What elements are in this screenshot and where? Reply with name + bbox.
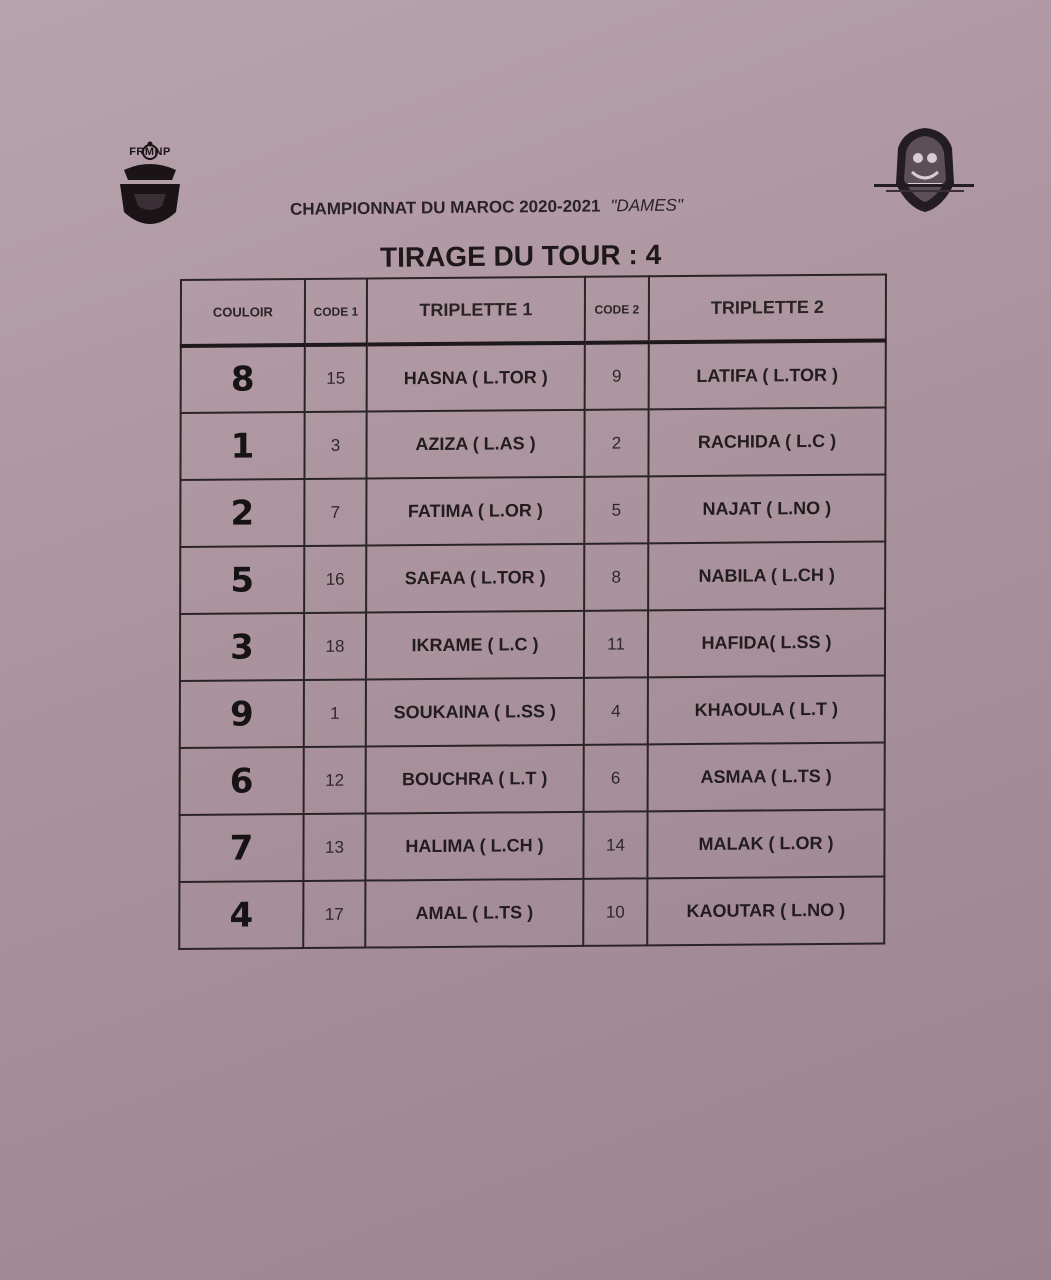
table-row <box>180 742 885 815</box>
subtitle-text: CHAMPIONNAT DU MAROC 2020-2021 <box>289 196 601 219</box>
lane-cell: 1 <box>180 412 304 480</box>
column-header-triplette-1: TRIPLETTE 1 <box>367 277 585 345</box>
code-2-cell: 10 <box>583 878 647 946</box>
table-row <box>180 541 885 614</box>
triplette-2-cell: MALAK ( L.OR ) <box>647 809 884 878</box>
subtitle-category: "DAMES" <box>610 195 684 216</box>
lane-cell: 4 <box>179 881 303 949</box>
lane-cell: 7 <box>179 814 303 882</box>
triplette-1-cell: AZIZA ( L.AS ) <box>366 410 584 479</box>
table-row <box>179 876 884 949</box>
page-title <box>380 238 740 274</box>
triplette-1-cell: AMAL ( L.TS ) <box>365 879 583 948</box>
federation-logo-text: FRMNP <box>129 146 171 158</box>
lane-cell: 3 <box>180 613 304 681</box>
table-row <box>179 809 884 882</box>
federation-logo <box>110 140 190 240</box>
code-1-cell: 18 <box>304 613 366 680</box>
lane-cell: 5 <box>180 546 304 614</box>
round-number: 4 <box>645 238 662 271</box>
title-text: TIRAGE DU TOUR : <box>379 239 638 273</box>
championship-subtitle <box>290 194 810 219</box>
code-2-cell: 14 <box>583 811 647 879</box>
code-1-cell: 3 <box>304 412 366 479</box>
table-row <box>180 608 885 681</box>
lane-cell: 6 <box>180 747 304 815</box>
triplette-2-cell: HAFIDA( L.SS ) <box>648 608 885 677</box>
triplette-2-cell: ASMAA ( L.TS ) <box>648 742 885 811</box>
code-2-cell: 11 <box>584 610 648 678</box>
code-1-cell: 17 <box>303 881 365 948</box>
triplette-2-cell: KAOUTAR ( L.NO ) <box>647 876 884 945</box>
triplette-1-cell: BOUCHRA ( L.T ) <box>366 745 584 814</box>
table-header-row <box>181 274 886 346</box>
code-1-cell: 12 <box>304 747 366 814</box>
club-emblem <box>872 124 978 218</box>
triplette-2-cell: NABILA ( L.CH ) <box>648 541 885 610</box>
triplette-2-cell: LATIFA ( L.TOR ) <box>649 340 886 409</box>
triplette-1-cell: SAFAA ( L.TOR ) <box>366 544 584 613</box>
code-1-cell: 13 <box>303 814 365 881</box>
code-2-cell: 2 <box>584 409 648 477</box>
code-1-cell: 15 <box>305 345 367 412</box>
code-2-cell: 8 <box>584 543 648 611</box>
table-row <box>180 675 885 748</box>
code-2-cell: 5 <box>584 476 648 544</box>
lane-cell: 8 <box>181 345 305 413</box>
triplette-1-cell: HASNA ( L.TOR ) <box>367 343 585 412</box>
column-header-triplette-2: TRIPLETTE 2 <box>649 274 886 342</box>
column-header-code-1: CODE 1 <box>305 279 367 345</box>
code-2-cell: 4 <box>584 677 648 745</box>
code-1-cell: 16 <box>304 546 366 613</box>
lane-cell: 2 <box>180 479 304 547</box>
code-2-cell: 9 <box>585 342 649 410</box>
triplette-1-cell: SOUKAINA ( L.SS ) <box>366 678 584 747</box>
triplette-2-cell: NAJAT ( L.NO ) <box>648 474 885 543</box>
triplette-2-cell: RACHIDA ( L.C ) <box>648 407 885 476</box>
column-header-couloir: COULOIR <box>181 279 305 346</box>
table-row <box>180 474 885 547</box>
code-2-cell: 6 <box>584 744 648 812</box>
table-row <box>180 407 885 480</box>
column-header-code-2: CODE 2 <box>585 276 649 343</box>
lane-cell: 9 <box>180 680 304 748</box>
triplette-1-cell: FATIMA ( L.OR ) <box>366 477 584 546</box>
emblem-icon <box>872 124 978 218</box>
code-1-cell: 7 <box>304 479 366 546</box>
draw-table <box>178 273 887 950</box>
draw-table-container <box>178 273 885 950</box>
table-row <box>181 340 886 413</box>
triplette-1-cell: HALIMA ( L.CH ) <box>365 812 583 881</box>
triplette-1-cell: IKRAME ( L.C ) <box>366 611 584 680</box>
code-1-cell: 1 <box>304 680 366 747</box>
triplette-2-cell: KHAOULA ( L.T ) <box>648 675 885 744</box>
